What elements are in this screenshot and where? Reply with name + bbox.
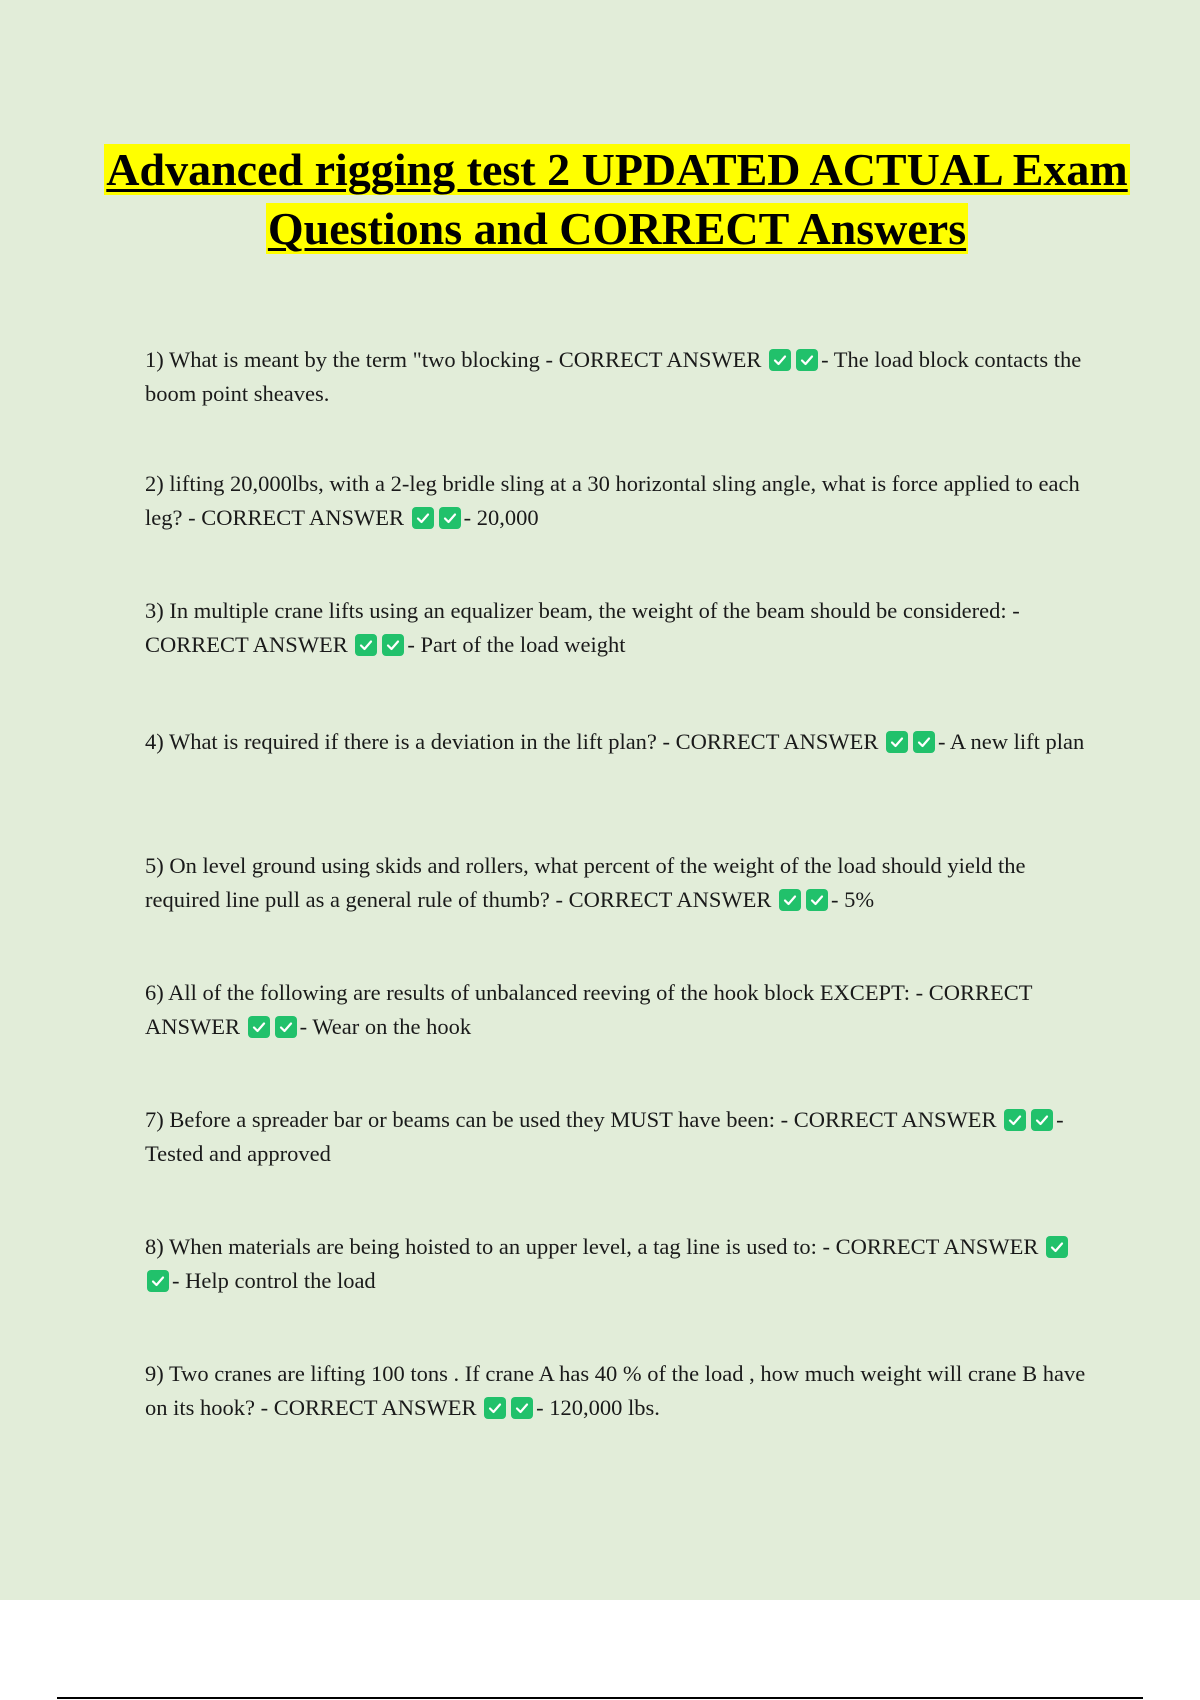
check-icon bbox=[1046, 1236, 1068, 1258]
answer-text: - 120,000 lbs. bbox=[536, 1395, 660, 1420]
question-text: 1) What is meant by the term "two blocking - bbox=[145, 347, 559, 372]
check-icon bbox=[511, 1397, 533, 1419]
answer-text: - A new lift plan bbox=[938, 729, 1085, 754]
check-icon bbox=[886, 731, 908, 753]
question-text: 3) In multiple crane lifts using an equalizer beam, the weight of the beam should be considered: - bbox=[145, 598, 1020, 623]
check-icon bbox=[275, 1016, 297, 1038]
qa-item-2 bbox=[145, 467, 1095, 535]
question-text: 4) What is required if there is a deviation in the lift plan? - bbox=[145, 729, 676, 754]
answer-text: - 5% bbox=[830, 887, 875, 912]
answer-marker: CORRECT ANSWER bbox=[558, 347, 762, 372]
answer-text: - Tested and approved bbox=[145, 1107, 1064, 1166]
answer-marker: CORRECT ANSWER bbox=[568, 887, 772, 912]
qa-item-1 bbox=[145, 343, 1095, 411]
answer-marker: CORRECT ANSWER bbox=[201, 505, 404, 530]
question-text: 7) Before a spreader bar or beams can be used they MUST have been: - bbox=[145, 1107, 794, 1132]
answer-marker: CORRECT ANSWER bbox=[145, 980, 1033, 1039]
qa-item-4 bbox=[145, 725, 1095, 759]
answer-text: - 20,000 bbox=[463, 505, 539, 530]
check-icon bbox=[147, 1270, 169, 1292]
answer-marker: CORRECT ANSWER bbox=[793, 1107, 997, 1132]
question-text: 5) On level ground using skids and rollers, what percent of the weight of the load should yield the required line pull as a general rule of thumb? - bbox=[145, 853, 1026, 912]
document-title bbox=[100, 140, 1134, 258]
qa-item-3 bbox=[145, 594, 1095, 662]
question-text: 8) When materials are being hoisted to an upper level, a tag line is used to: - bbox=[145, 1234, 836, 1259]
qa-item-5 bbox=[145, 849, 1095, 917]
answer-text: - Part of the load weight bbox=[407, 632, 626, 657]
check-icon bbox=[355, 634, 377, 656]
answer-marker: CORRECT ANSWER bbox=[835, 1234, 1039, 1259]
check-icon bbox=[412, 507, 434, 529]
answer-marker: CORRECT ANSWER bbox=[145, 632, 348, 657]
check-icon bbox=[248, 1016, 270, 1038]
check-icon bbox=[779, 889, 801, 911]
question-text: 9) Two cranes are lifting 100 tons . If crane A has 40 % of the load , how much weight will crane B have on its hook? - bbox=[145, 1361, 1086, 1420]
check-icon bbox=[769, 349, 791, 371]
answer-text: - Wear on the hook bbox=[299, 1014, 472, 1039]
answer-text: - Help control the load bbox=[172, 1268, 376, 1293]
qa-item-8 bbox=[145, 1230, 1095, 1298]
qa-item-7 bbox=[145, 1103, 1095, 1171]
answer-marker: CORRECT ANSWER bbox=[675, 729, 879, 754]
check-icon bbox=[484, 1397, 506, 1419]
answer-text: - The load block contacts the boom point sheaves. bbox=[145, 347, 1082, 406]
question-text: 2) lifting 20,000lbs, with a 2-leg bridle sling at a 30 horizontal sling angle, what is force applied to each leg? - bbox=[145, 471, 1080, 530]
check-icon bbox=[1004, 1109, 1026, 1131]
check-icon bbox=[382, 634, 404, 656]
answer-marker: CORRECT ANSWER bbox=[273, 1395, 477, 1420]
question-text: 6) All of the following are results of unbalanced reeving of the hook block EXCEPT: - bbox=[145, 980, 929, 1005]
check-icon bbox=[913, 731, 935, 753]
qa-item-6 bbox=[145, 976, 1095, 1044]
check-icon bbox=[1031, 1109, 1053, 1131]
footer-divider bbox=[57, 1697, 1143, 1699]
document-title-text: Advanced rigging test 2 UPDATED ACTUAL Exam Questions and CORRECT Answers bbox=[106, 144, 1128, 254]
qa-item-9 bbox=[145, 1357, 1095, 1425]
check-icon bbox=[439, 507, 461, 529]
check-icon bbox=[806, 889, 828, 911]
check-icon bbox=[796, 349, 818, 371]
